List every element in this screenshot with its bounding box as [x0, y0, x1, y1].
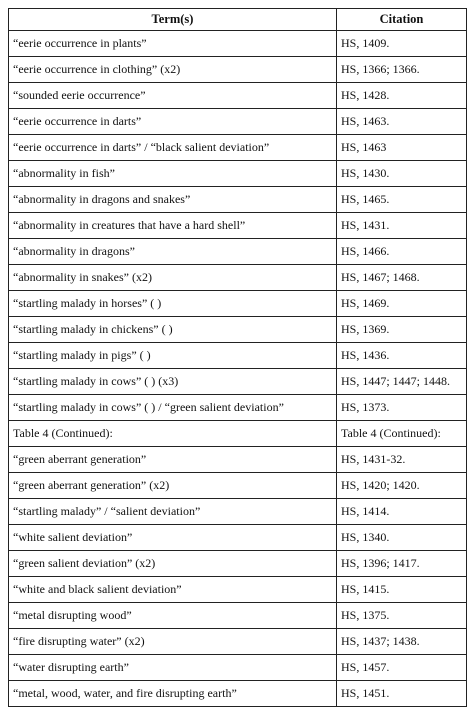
table-row: [9, 655, 467, 681]
table-row: [9, 499, 467, 525]
citation-cell: HS, 1396; 1417.: [337, 551, 467, 577]
table-row: [9, 31, 467, 57]
citation-cell: HS, 1420; 1420.: [337, 473, 467, 499]
table-row: [9, 187, 467, 213]
term-cell: “white salient deviation”: [9, 525, 337, 551]
table-row: [9, 629, 467, 655]
citation-cell: HS, 1428.: [337, 83, 467, 109]
citation-cell: HS, 1463.: [337, 109, 467, 135]
term-cell: “startling malady in horses” ( ): [9, 291, 337, 317]
term-cell: “startling malady” / “salient deviation”: [9, 499, 337, 525]
table-row: [9, 83, 467, 109]
table-row: [9, 213, 467, 239]
term-cell: “white and black salient deviation”: [9, 577, 337, 603]
citation-cell: HS, 1414.: [337, 499, 467, 525]
term-cell: “abnormality in dragons”: [9, 239, 337, 265]
table-row: [9, 551, 467, 577]
table-row: [9, 161, 467, 187]
term-cell: “startling malady in cows” ( ) / “green salient deviation”: [9, 395, 337, 421]
citation-cell: HS, 1366; 1366.: [337, 57, 467, 83]
citation-cell: HS, 1409.: [337, 31, 467, 57]
citation-cell: HS, 1467; 1468.: [337, 265, 467, 291]
term-cell: “green aberrant generation”: [9, 447, 337, 473]
table-row: [9, 447, 467, 473]
table-row: [9, 473, 467, 499]
citation-cell: HS, 1469.: [337, 291, 467, 317]
header-citation: Citation: [337, 9, 467, 31]
table-row: [9, 343, 467, 369]
table-row: [9, 577, 467, 603]
citation-cell: HS, 1457.: [337, 655, 467, 681]
term-cell: “startling malady in chickens” ( ): [9, 317, 337, 343]
citation-cell: HS, 1340.: [337, 525, 467, 551]
table-row: [9, 291, 467, 317]
table-row: [9, 135, 467, 161]
citation-table: [8, 8, 467, 707]
term-cell: “metal, wood, water, and fire disrupting earth”: [9, 681, 337, 707]
table-row: [9, 57, 467, 83]
term-cell: “green aberrant generation” (x2): [9, 473, 337, 499]
term-cell: “fire disrupting water” (x2): [9, 629, 337, 655]
term-cell: “abnormality in creatures that have a hard shell”: [9, 213, 337, 239]
table-continued-row: [9, 421, 467, 447]
table-row: [9, 525, 467, 551]
term-cell: “eerie occurrence in darts” / “black salient deviation”: [9, 135, 337, 161]
continued-label-cell: Table 4 (Continued):: [337, 421, 467, 447]
citation-cell: HS, 1431.: [337, 213, 467, 239]
term-cell: “startling malady in pigs” ( ): [9, 343, 337, 369]
table-body: [9, 31, 467, 707]
table-row: [9, 369, 467, 395]
citation-cell: HS, 1463: [337, 135, 467, 161]
citation-cell: HS, 1436.: [337, 343, 467, 369]
term-cell: “sounded eerie occurrence”: [9, 83, 337, 109]
citation-cell: HS, 1431-32.: [337, 447, 467, 473]
table-row: [9, 265, 467, 291]
table-row: [9, 603, 467, 629]
citation-cell: HS, 1415.: [337, 577, 467, 603]
citation-cell: HS, 1369.: [337, 317, 467, 343]
citation-cell: HS, 1466.: [337, 239, 467, 265]
term-cell: “abnormality in snakes” (x2): [9, 265, 337, 291]
citation-cell: HS, 1430.: [337, 161, 467, 187]
citation-cell: HS, 1375.: [337, 603, 467, 629]
table-header-row: [9, 9, 467, 31]
citation-table-container: [8, 8, 466, 707]
continued-label-cell: Table 4 (Continued):: [9, 421, 337, 447]
term-cell: “abnormality in dragons and snakes”: [9, 187, 337, 213]
citation-cell: HS, 1373.: [337, 395, 467, 421]
term-cell: “green salient deviation” (x2): [9, 551, 337, 577]
citation-cell: HS, 1451.: [337, 681, 467, 707]
citation-cell: HS, 1447; 1447; 1448.: [337, 369, 467, 395]
table-row: [9, 395, 467, 421]
term-cell: “startling malady in cows” ( ) (x3): [9, 369, 337, 395]
table-row: [9, 239, 467, 265]
citation-cell: HS, 1437; 1438.: [337, 629, 467, 655]
term-cell: “eerie occurrence in clothing” (x2): [9, 57, 337, 83]
header-terms: Term(s): [9, 9, 337, 31]
term-cell: “metal disrupting wood”: [9, 603, 337, 629]
citation-cell: HS, 1465.: [337, 187, 467, 213]
table-row: [9, 109, 467, 135]
term-cell: “abnormality in fish”: [9, 161, 337, 187]
term-cell: “eerie occurrence in darts”: [9, 109, 337, 135]
table-row: [9, 317, 467, 343]
table-row: [9, 681, 467, 707]
term-cell: “water disrupting earth”: [9, 655, 337, 681]
term-cell: “eerie occurrence in plants”: [9, 31, 337, 57]
